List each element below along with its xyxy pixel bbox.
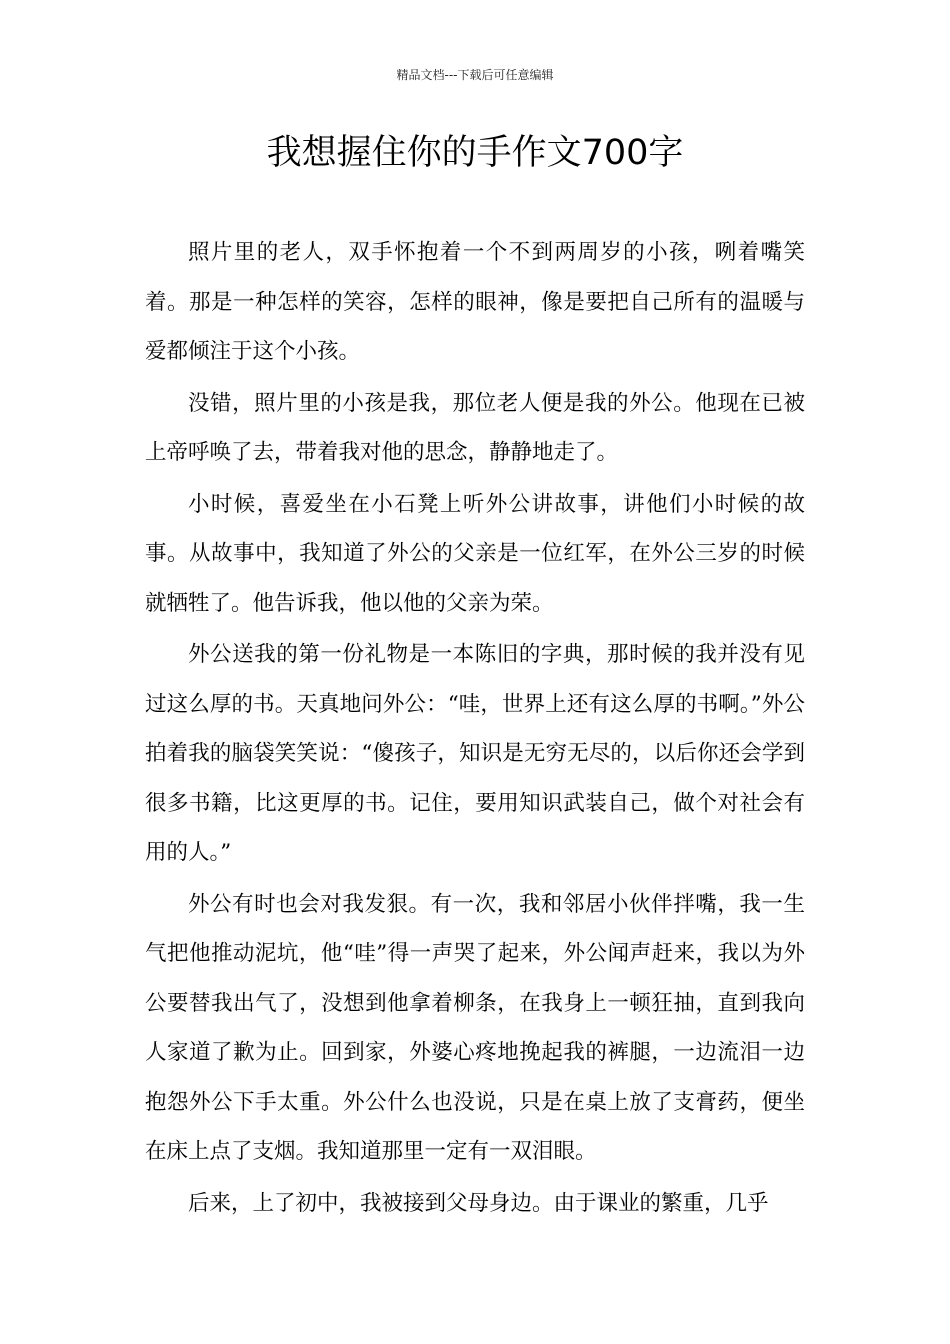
paragraph-2: 没错，照片里的小孩是我，那位老人便是我的外公。他现在已被上帝呼唤了去，带着我对他的思念，静静地走了。 (145, 390, 805, 465)
paragraph-6: 后来，上了初中，我被接到父母身边。由于课业的繁重，几乎 (188, 1190, 769, 1216)
page-header: 精品文档---下载后可任意编辑 (396, 68, 554, 82)
paragraph-5: 外公有时也会对我发狠。有一次，我和邻居小伙伴拌嘴，我一生气把他推动泥坑，他“哇”得一声哭了起来，外公闻声赶来，我以为外公要替我出气了，没想到他拿着柳条，在我身上一顿狂抽，直到我向人家道了歉为止。回到家，外婆心疼地挽起我的裤腿，一边流泪一边抱怨外公下手太重。外公什么也没说，只是在桌上放了支膏药，便坐在床上点了支烟。我知道那里一定有一双泪眼。 (145, 891, 805, 1164)
document-body (145, 228, 805, 1230)
paragraph-1: 照片里的老人，双手怀抱着一个不到两周岁的小孩，咧着嘴笑着。那是一种怎样的笑容，怎样的眼神，像是要把自己所有的温暖与爱都倾注于这个小孩。 (145, 240, 805, 364)
paragraph-3: 小时候，喜爱坐在小石凳上听外公讲故事，讲他们小时候的故事。从故事中，我知道了外公的父亲是一位红军，在外公三岁的时候就牺牲了。他告诉我，他以他的父亲为荣。 (145, 491, 805, 616)
document-title: 我想握住你的手作文700字 (266, 133, 684, 173)
paragraph-4: 外公送我的第一份礼物是一本陈旧的字典，那时候的我并没有见过这么厚的书。天真地问外公：“哇，世界上还有这么厚的书啊。”外公拍着我的脑袋笑笑说：“傻孩子，知识是无穷无尽的，以后你还会学到很多书籍，比这更厚的书。记住，要用知识武装自己，做个对社会有用的人。” (145, 642, 805, 865)
